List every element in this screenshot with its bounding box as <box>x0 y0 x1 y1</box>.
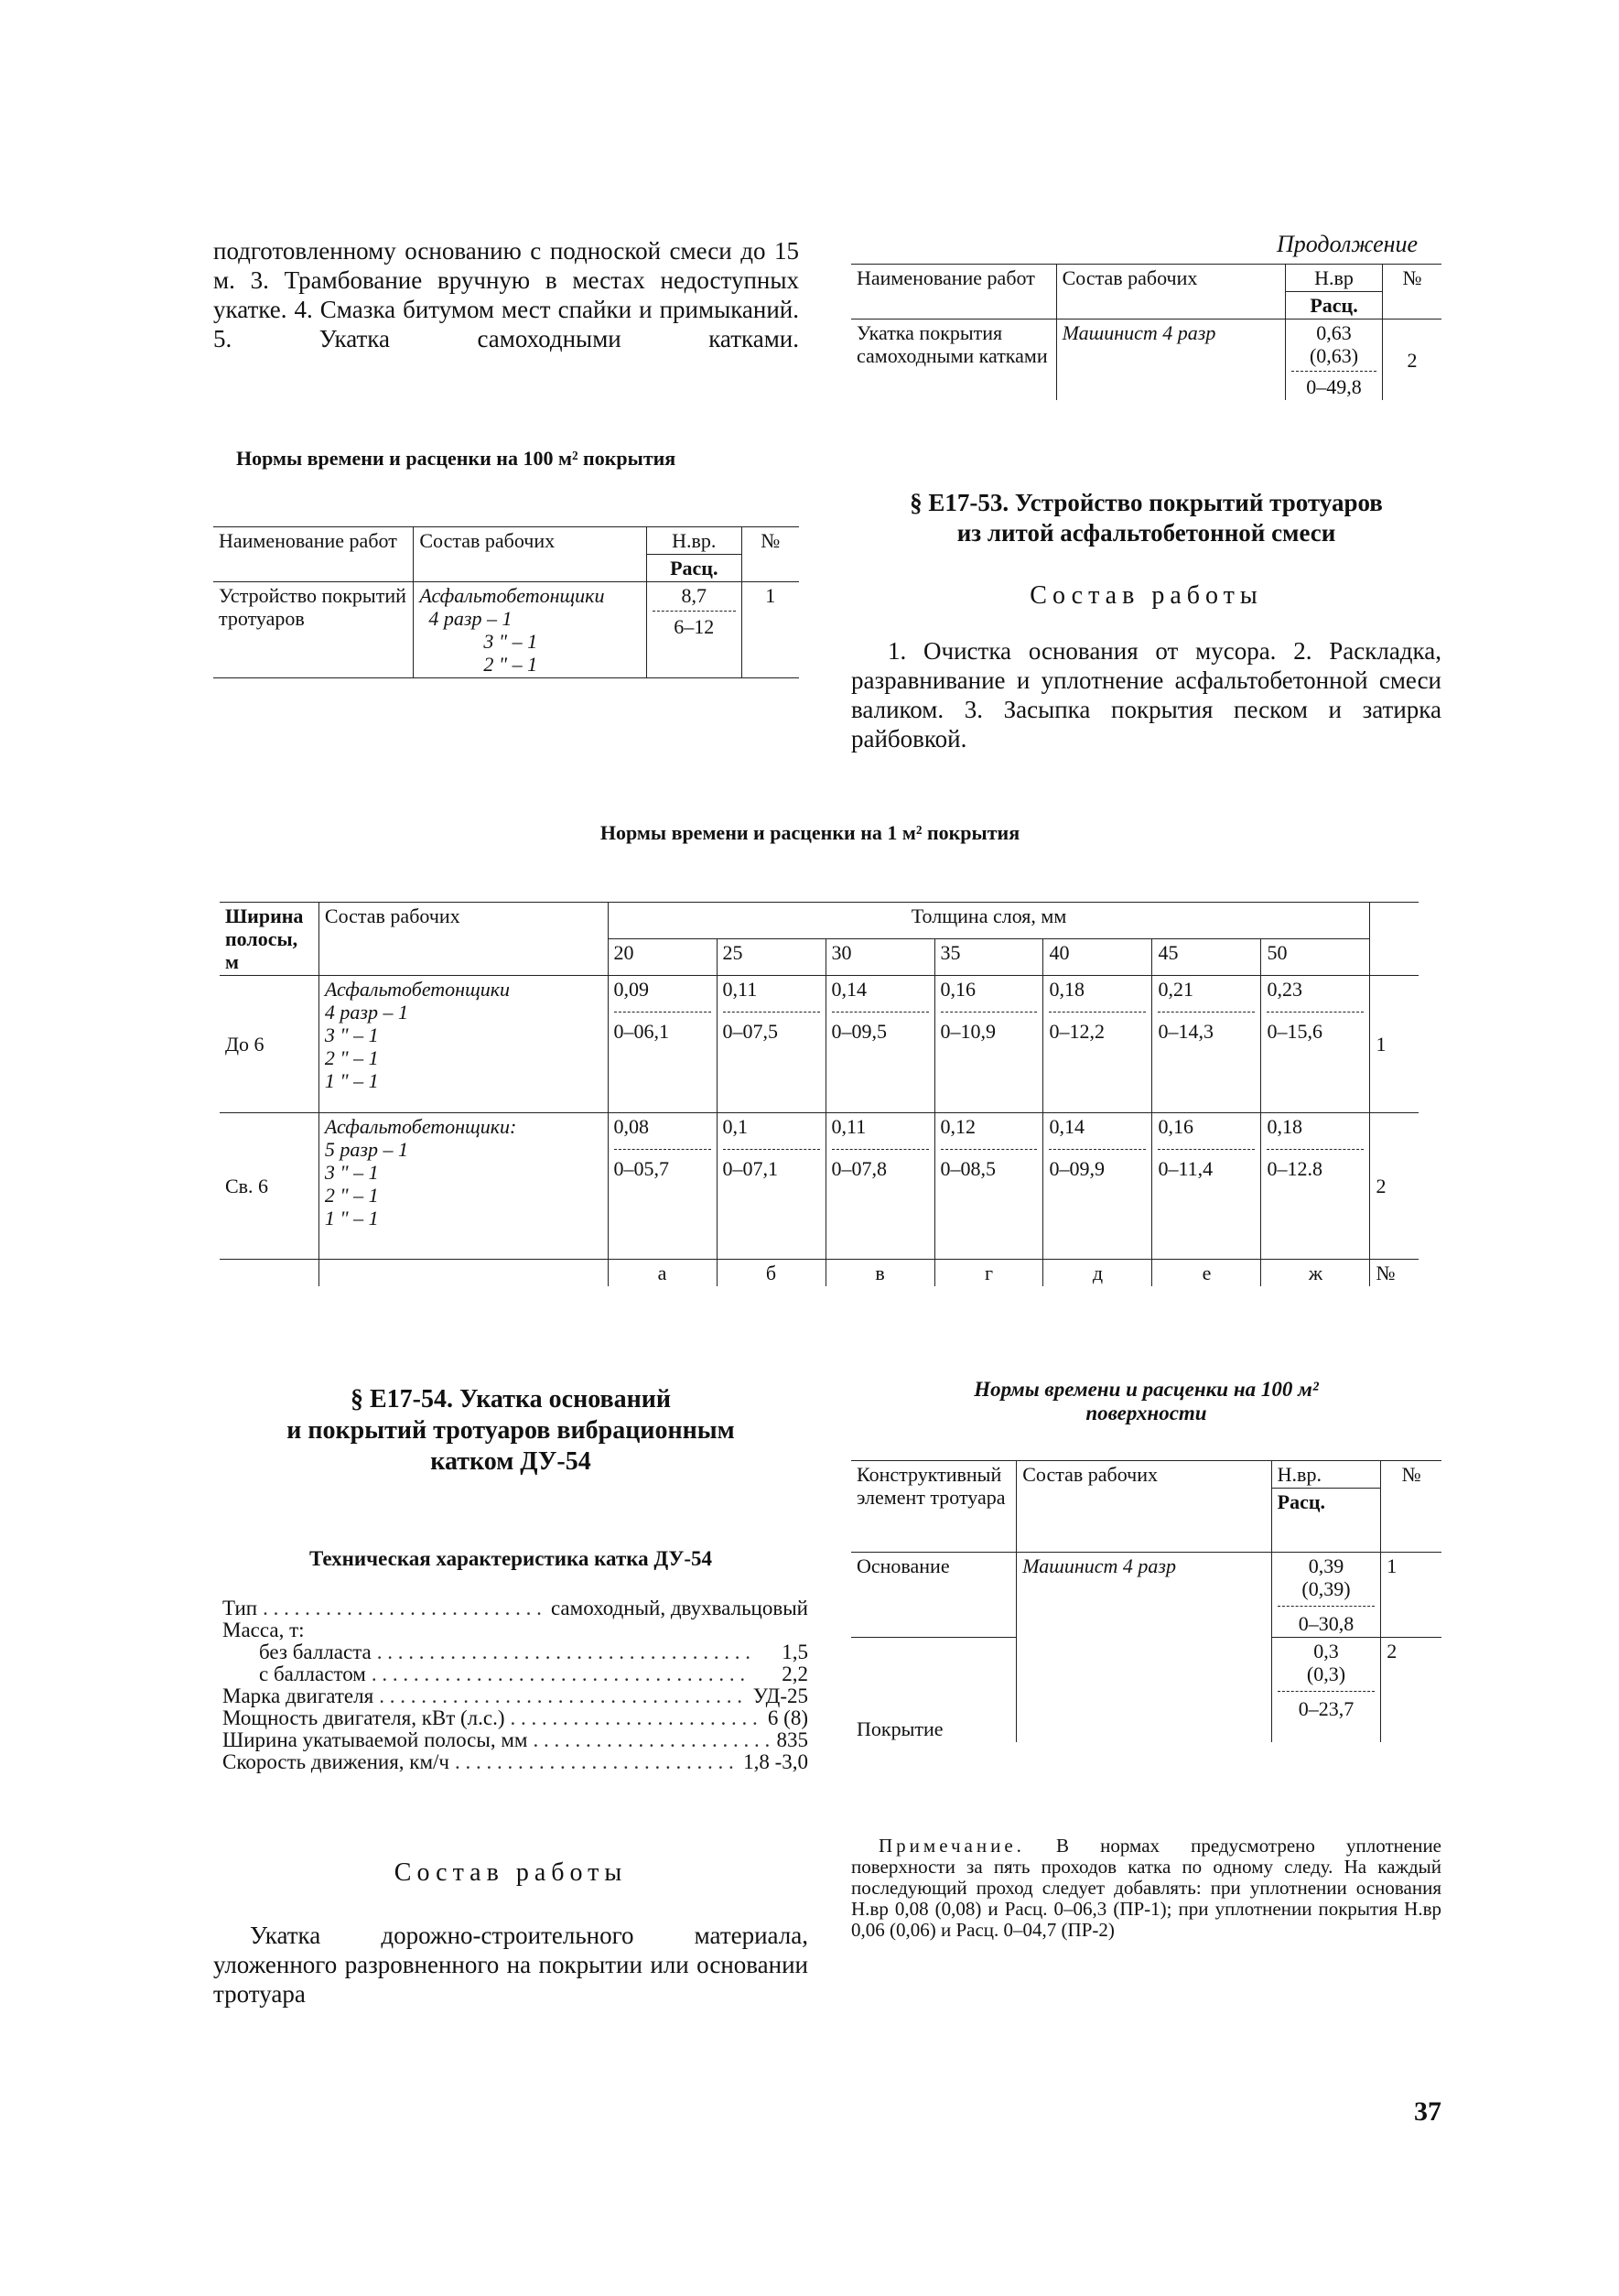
row-name: Укатка покрытия самоходными катками <box>851 319 1056 401</box>
spec-label: Марка двигателя <box>222 1684 374 1707</box>
rate-cell <box>1152 976 1261 1113</box>
section-54-work-text: Укатка дорожно-строительного материала, уложенного разровненного на покрытии или основании тротуара <box>213 1922 808 2008</box>
nvr-value: 0,23 <box>1267 978 1302 1001</box>
section-54-work-heading: Состав работы <box>394 1858 628 1887</box>
col-header-thickness: Толщина слоя, мм <box>608 903 1370 939</box>
col-header-crew: Состав рабочих <box>1056 265 1285 319</box>
row-rates <box>646 582 741 678</box>
note-block <box>851 1836 1441 1941</box>
rasc-value: 0–07,5 <box>723 1012 820 1043</box>
thickness-header: 50 <box>1261 939 1370 976</box>
column-letter: б <box>717 1260 826 1287</box>
col-header-crew: Состав рабочих <box>1017 1461 1271 1553</box>
crew-line: 3 " – 1 <box>324 1161 379 1184</box>
row-rates <box>1271 1638 1381 1743</box>
spec-row-mass <box>222 1619 808 1641</box>
rasc-value: 0–07,8 <box>832 1149 929 1180</box>
rate-cell <box>717 976 826 1113</box>
tech-spec-title: Техническая характеристика катка ДУ-54 <box>308 1547 713 1570</box>
num-label: № <box>1370 1260 1419 1287</box>
thickness-header: 30 <box>826 939 934 976</box>
spec-label: Масса, т: <box>222 1619 305 1641</box>
thickness-header: 25 <box>717 939 826 976</box>
spec-label: Ширина укатываемой полосы, мм <box>222 1728 528 1751</box>
spec-value: УД-25 <box>752 1684 808 1707</box>
continuation-table <box>851 264 1441 400</box>
row-crew <box>318 1113 608 1260</box>
rate-cell <box>1043 1113 1152 1260</box>
rate-cell <box>826 976 934 1113</box>
spec-row-ballast <box>222 1663 808 1685</box>
row-elem: Покрытие <box>851 1638 1017 1743</box>
leader-dots <box>377 1641 777 1663</box>
col-header-crew: Состав рабочих <box>318 903 608 976</box>
rate-cell <box>1261 976 1370 1113</box>
rasc-value: 0–05,7 <box>614 1149 711 1180</box>
section-54-title-line3: катком ДУ-54 <box>430 1447 591 1476</box>
crew-title: Асфальтобетонщики: <box>324 1115 517 1138</box>
thickness-header: 20 <box>608 939 717 976</box>
spec-value: 2,2 <box>782 1662 808 1685</box>
spec-label: Тип <box>222 1597 258 1619</box>
section-53-work-text: 1. Очистка основания от мусора. 2. Раскладка, разравнивание и уплотнение асфальтобетонной смеси валиком. 3. Засыпка покрытия песком и затирка райбовкой. <box>851 637 1441 753</box>
spec-row-no-ballast <box>222 1641 808 1663</box>
rasc-value: 0–12.8 <box>1267 1149 1364 1180</box>
right-norms-table <box>851 1460 1441 1742</box>
row-crew <box>414 582 647 678</box>
rasc-value: 0–14,3 <box>1158 1012 1255 1043</box>
rate-cell <box>934 976 1043 1113</box>
thickness-header: 40 <box>1043 939 1152 976</box>
row-num: 2 <box>1383 319 1441 401</box>
rate-cell <box>1043 976 1152 1113</box>
leader-dots <box>533 1729 771 1751</box>
spec-row-width <box>222 1729 808 1751</box>
nvr-value: 0,16 <box>1158 1115 1193 1138</box>
row-elem: Основание <box>851 1553 1017 1638</box>
section-54-title <box>213 1384 808 1478</box>
crew-line: 3 " – 1 <box>483 630 538 653</box>
row-nvr-paren: (0,39) <box>1301 1577 1351 1600</box>
left-norms-title: Нормы времени и расценки на 100 м² покрытия <box>236 447 676 470</box>
row-num: 2 <box>1381 1638 1441 1743</box>
spec-value: самоходный, двухвальцовый <box>550 1597 808 1619</box>
crew-line: 2 " – 1 <box>483 653 538 676</box>
row-width: До 6 <box>220 976 318 1113</box>
leader-dots <box>263 1597 545 1619</box>
column-letter: в <box>826 1260 934 1287</box>
rate-cell <box>1152 1113 1261 1260</box>
column-letter: ж <box>1261 1260 1370 1287</box>
thickness-header: 45 <box>1152 939 1261 976</box>
row-num: 1 <box>741 582 799 678</box>
rate-cell <box>1261 1113 1370 1260</box>
rasc-value: 0–09,5 <box>832 1012 929 1043</box>
continuation-label: Продолжение <box>1277 231 1419 257</box>
nvr-value: 0,12 <box>940 1115 976 1138</box>
nvr-value: 0,11 <box>831 1115 867 1138</box>
nvr-value: 0,21 <box>1158 978 1193 1001</box>
spec-value: 1,5 <box>782 1641 808 1663</box>
row-nvr-paren: (0,63) <box>1309 344 1359 367</box>
row-rasc: 0–23,7 <box>1278 1691 1376 1720</box>
row-crew: Машинист 4 разр <box>1017 1553 1271 1743</box>
right-norms-title-line2: поверхности <box>1085 1402 1207 1424</box>
letters-empty <box>220 1260 318 1287</box>
col-header-num: № <box>741 527 799 582</box>
col-header-crew: Состав рабочих <box>414 527 647 582</box>
spec-row-type <box>222 1597 808 1619</box>
col-header-num: № <box>1381 1461 1441 1553</box>
row-nvr-paren: (0,3) <box>1306 1662 1346 1685</box>
rasc-value: 0–11,4 <box>1158 1149 1255 1180</box>
rasc-value: 0–15,6 <box>1267 1012 1364 1043</box>
leader-dots <box>379 1685 748 1707</box>
row-nvr: 0,3 <box>1313 1640 1339 1662</box>
col-header-nvr: Н.вр <box>1285 265 1382 292</box>
crew-title: Асфальтобетонщики <box>324 978 510 1001</box>
nvr-value: 0,11 <box>722 978 758 1001</box>
nvr-value: 0,08 <box>613 1115 650 1138</box>
row-name: Устройство покрытий тротуаров <box>213 582 414 678</box>
nvr-value: 0,1 <box>722 1115 749 1138</box>
rate-cell <box>717 1113 826 1260</box>
rasc-value: 0–08,5 <box>941 1149 1038 1180</box>
nvr-value: 0,18 <box>1049 978 1085 1001</box>
rasc-value: 0–06,1 <box>614 1012 711 1043</box>
row-rates <box>1271 1553 1381 1638</box>
column-letter: г <box>934 1260 1043 1287</box>
leader-dots <box>511 1707 762 1729</box>
row-rasc: 0–30,8 <box>1278 1606 1376 1635</box>
spec-label: Мощность двигателя, кВт (л.с.) <box>222 1706 505 1729</box>
col-header-name: Наименование работ <box>213 527 414 582</box>
thickness-header: 35 <box>934 939 1043 976</box>
spec-row-engine <box>222 1685 808 1707</box>
crew-line: 1 " – 1 <box>324 1207 379 1229</box>
row-nvr: 8,7 <box>681 584 707 607</box>
spec-label: Скорость движения, км/ч <box>222 1750 449 1773</box>
spec-row-power <box>222 1707 808 1729</box>
section-53-title-line2: из литой асфальтобетонной смеси <box>956 519 1336 547</box>
nvr-value: 0,16 <box>940 978 976 1001</box>
row-crew: Машинист 4 разр <box>1056 319 1285 401</box>
rasc-value: 0–07,1 <box>723 1149 820 1180</box>
row-num: 1 <box>1381 1553 1441 1638</box>
rasc-value: 0–12,2 <box>1049 1012 1146 1043</box>
page-number: 37 <box>1414 2096 1441 2127</box>
col-header-rasc: Расц. <box>1285 292 1382 319</box>
column-letter: е <box>1152 1260 1261 1287</box>
spec-row-speed <box>222 1751 808 1773</box>
row-rasc: 0–49,8 <box>1291 371 1376 398</box>
left-norms-table <box>213 526 799 678</box>
leader-dots <box>372 1663 776 1685</box>
section-54-title-line2: и покрытий тротуаров вибрационным <box>286 1416 735 1445</box>
tech-spec-list <box>222 1597 808 1773</box>
row-nvr: 0,39 <box>1308 1554 1344 1577</box>
crew-line: 4 разр – 1 <box>428 607 513 630</box>
col-header-nvr: Н.вр. <box>1271 1461 1381 1489</box>
rate-cell <box>934 1113 1043 1260</box>
crew-title: Асфальтобетонщики <box>419 584 605 607</box>
rasc-value: 0–09,9 <box>1049 1149 1146 1180</box>
spec-value: 6 (8) <box>767 1706 808 1729</box>
nvr-value: 0,18 <box>1267 1115 1302 1138</box>
spec-label: с балластом <box>259 1662 366 1685</box>
wide-norms-title: Нормы времени и расценки на 1 м² покрытия <box>599 821 1020 844</box>
col-header-num: № <box>1383 265 1441 319</box>
row-num: 2 <box>1370 1113 1419 1260</box>
col-header-rasc: Расц. <box>1271 1489 1381 1553</box>
row-num: 1 <box>1370 976 1419 1113</box>
letters-empty <box>318 1260 608 1287</box>
nvr-value: 0,14 <box>1049 1115 1085 1138</box>
crew-line: 5 разр – 1 <box>324 1138 408 1161</box>
crew-line: 3 " – 1 <box>324 1023 379 1046</box>
rasc-value: 0–10,9 <box>941 1012 1038 1043</box>
crew-line: 1 " – 1 <box>324 1069 379 1092</box>
note-label: Примечание. <box>879 1835 1025 1857</box>
right-norms-title <box>851 1378 1441 1425</box>
wide-norms-table <box>220 902 1419 1286</box>
rate-cell <box>608 976 717 1113</box>
rate-cell <box>608 1113 717 1260</box>
col-header-width: Ширина полосы, м <box>220 903 318 976</box>
section-54-title-line1: § Е17-54. Укатка оснований <box>350 1385 672 1413</box>
col-header-elem: Конструктивный элемент тротуара <box>851 1461 1017 1553</box>
col-header-nvr: Н.вр. <box>646 527 741 555</box>
crew-line: 4 разр – 1 <box>324 1001 408 1023</box>
row-rasc: 6–12 <box>653 611 736 638</box>
section-53-work-heading: Состав работы <box>1030 581 1263 610</box>
crew-line: 2 " – 1 <box>324 1046 379 1069</box>
right-norms-title-line1: Нормы времени и расценки на 100 м² <box>974 1378 1319 1401</box>
col-header-rasc: Расц. <box>646 555 741 582</box>
section-53-title <box>851 488 1441 548</box>
column-letter: д <box>1043 1260 1152 1287</box>
left-top-paragraph: подготовленному основанию с подноской смеси до 15 м. 3. Трамбование вручную в местах недоступных укатке. 4. Смазка битумом мест спайки и примыканий. 5. Укатка самоходными катками. <box>213 237 799 352</box>
nvr-value: 0,14 <box>831 978 868 1001</box>
crew-line: 2 " – 1 <box>324 1184 379 1207</box>
leader-dots <box>455 1751 738 1773</box>
col-header-num-empty <box>1370 903 1419 976</box>
spec-value: 1,8 -3,0 <box>743 1750 808 1773</box>
spec-label: без балласта <box>259 1641 372 1663</box>
section-53-title-line1: § Е17-53. Устройство покрытий тротуаров <box>910 489 1383 516</box>
column-letter: а <box>608 1260 717 1287</box>
note-text: В нормах предусмотрено уплотнение поверхности за пять проходов катка по одному следу. На каждый последующий проход следует добавлять: при уплотнении основания Н.вр 0,08 (0,08) и Расц. 0–06,3 (ПР-1); при уплотнении покрытия Н.вр 0,06 (0,06) и Расц. 0–04,7 (ПР-2) <box>851 1835 1441 1941</box>
rate-cell <box>826 1113 934 1260</box>
nvr-value: 0,09 <box>613 978 650 1001</box>
row-nvr: 0,63 <box>1316 321 1352 344</box>
spec-value: 835 <box>776 1728 808 1751</box>
col-header-name: Наименование работ <box>851 265 1056 319</box>
row-rates <box>1285 319 1382 401</box>
row-width: Св. 6 <box>220 1113 318 1260</box>
row-crew <box>318 976 608 1113</box>
